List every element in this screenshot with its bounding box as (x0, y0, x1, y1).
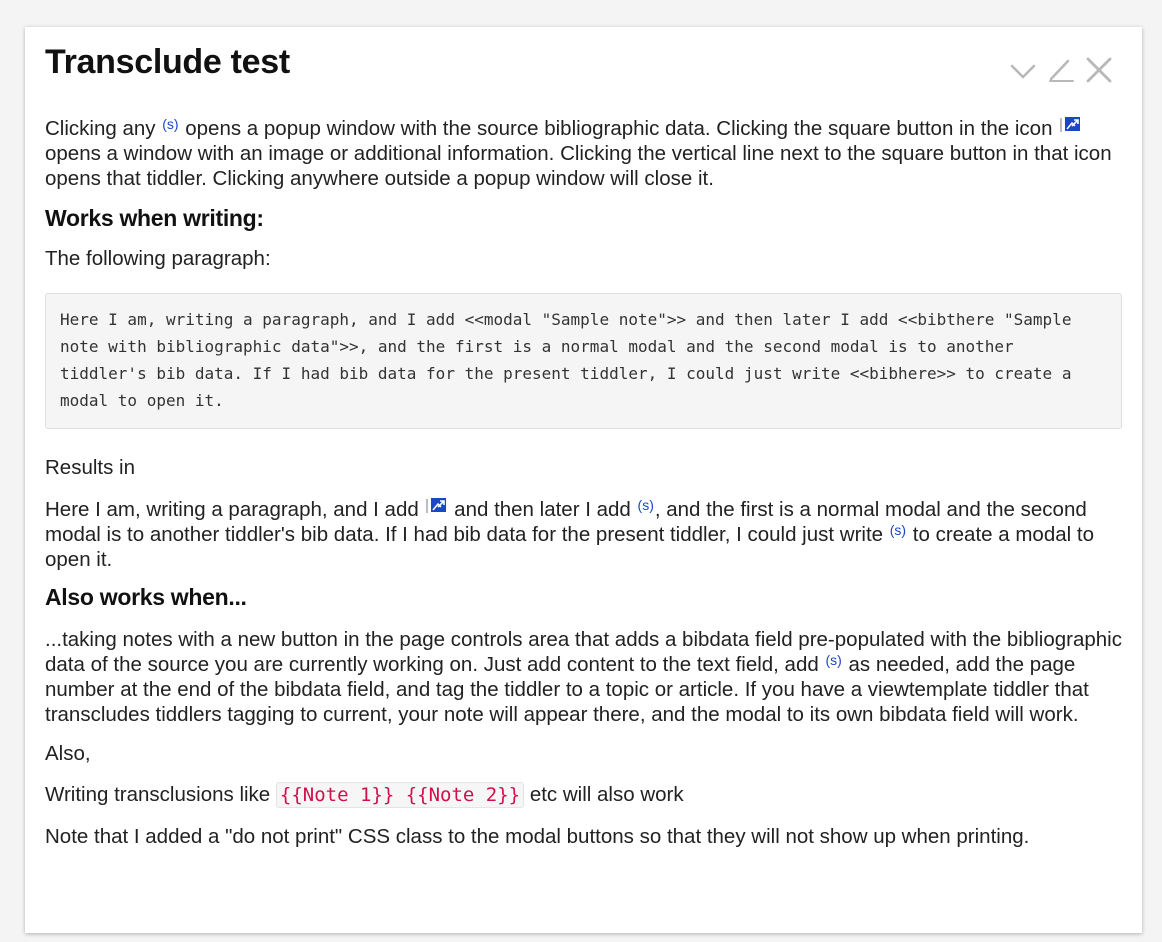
edit-icon[interactable] (1046, 55, 1076, 85)
transclusions-text-1: Writing transclusions like (45, 783, 276, 806)
taking-text-2: as needed, add the page number at the end of the bibdata field, and tag the tiddler to a topic or article. If you have a viewtemplate tiddler that transcludes tiddlers tagging to current, your note will appear there, and the modal to its own bibdata field will work. (45, 653, 1089, 726)
modal-image-icon[interactable] (1058, 115, 1082, 133)
tiddler-frame (25, 27, 1142, 933)
heading-also-works-when: Also works when... (45, 584, 247, 610)
code-block: Here I am, writing a paragraph, and I add <<modal "Sample note">> and then later I add <<bibthere "Sample note with bibliographic data">>, and the first is a normal modal and the second modal is to another tiddler's bib data. If I had bib data for the present tiddler, I could just write <<bibhere>> to create a modal to open it. (45, 293, 1122, 429)
transclusions-text-2: etc will also work (524, 783, 684, 806)
chevron-down-icon[interactable] (1008, 55, 1038, 85)
result-text-3: , and the first is a normal modal and the second modal is to another tiddler's bib data. If I had bib data for the present tiddler, I could just write (45, 498, 1087, 546)
also-paragraph: Also, (45, 742, 91, 765)
source-modal-link[interactable]: (s) (889, 522, 907, 538)
intro-paragraph (45, 115, 1122, 191)
tiddler-title-bar (45, 39, 1122, 105)
following-paragraph-label: The following paragraph: (45, 247, 271, 270)
transclusions-paragraph (45, 782, 1122, 808)
tiddler-body (45, 115, 1122, 849)
taking-text-1: ...taking notes with a new button in the page controls area that adds a bibdata field pre-populated with the bibliographic data of the source you are currently working on. Just add content to the text field, add (45, 628, 1122, 676)
taking-notes-paragraph (45, 627, 1122, 727)
result-text-4: to create a modal to open it. (45, 523, 1094, 571)
result-paragraph (45, 496, 1122, 572)
tiddler-title: Transclude test (45, 43, 290, 81)
heading-works-when-writing: Works when writing: (45, 205, 264, 231)
intro-text-2: opens a popup window with the source bibliographic data. Clicking the square button in the icon (179, 117, 1059, 140)
intro-text-3: opens a window with an image or additional information. Clicking the vertical line next to the square button in that icon opens that tiddler. Clicking anywhere outside a popup window will close it. (45, 142, 1112, 190)
inline-code: {{Note 1}} {{Note 2}} (276, 782, 524, 808)
tiddler-controls (1008, 55, 1114, 85)
result-text-1: Here I am, writing a paragraph, and I add (45, 498, 425, 521)
source-modal-link[interactable]: (s) (162, 116, 179, 132)
result-text-2: and then later I add (448, 498, 637, 521)
results-in-label: Results in (45, 456, 136, 479)
source-modal-link[interactable]: (s) (825, 652, 842, 668)
close-icon[interactable] (1084, 55, 1114, 85)
intro-text-1: Clicking any (45, 117, 162, 140)
modal-image-icon[interactable] (424, 496, 448, 514)
note-paragraph: Note that I added a "do not print" CSS class to the modal buttons so that they will not show up when printing. (45, 825, 1030, 848)
source-modal-link[interactable]: (s) (637, 497, 654, 513)
